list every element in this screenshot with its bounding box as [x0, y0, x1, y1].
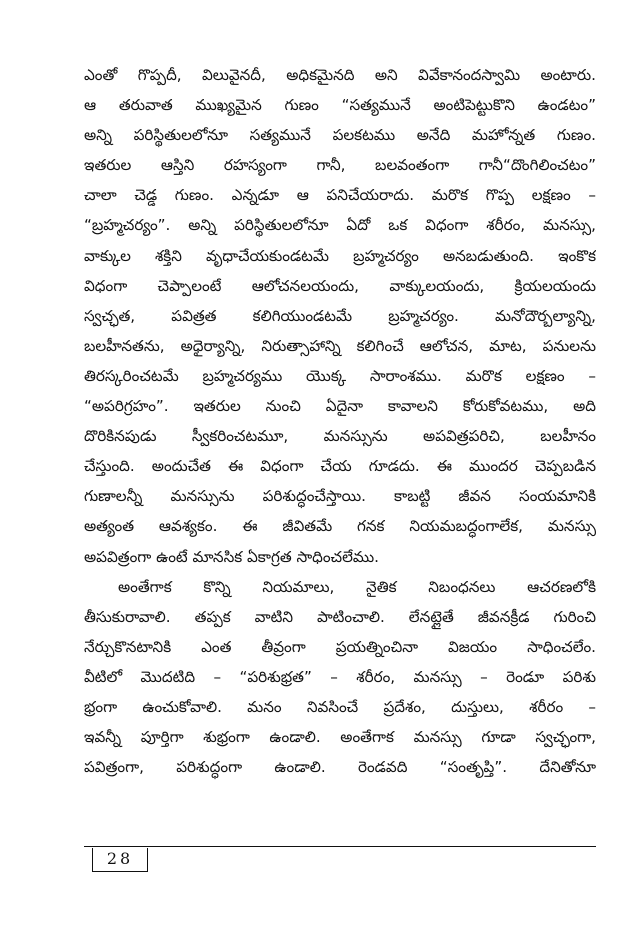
text-line: తీసుకురావాలి. తప్పక వాటిని పాటించాలి. లేనట్లైతే జీవనక్రీడ గురించి — [84, 607, 596, 626]
text-line: వాక్కుల శక్తిని వృధాచేయకుండటమే బ్రహ్మచర్యం అనబడుతుంది. ఇంకొక — [84, 246, 596, 265]
text-line: “అపరిగ్రహం”. ఇతరుల నుంచి ఏదైనా కావాలని కోరుకోవటము, అది — [84, 397, 596, 416]
text-line: చాలా చెడ్డ గుణం. ఎన్నడూ ఆ పనిచేయరాదు. మరొక గొప్ప లక్షణం – — [84, 186, 596, 205]
text-line: వీటిలో మొదటిది – “పరిశుభ్రత” – శరీరం, మనస్సు – రెండూ పరిశు — [84, 667, 596, 686]
footer-rule — [84, 846, 596, 847]
text-line: పవిత్రంగా, పరిశుద్ధంగా ఉండాలి. రెండవది “సంతృప్తి”. దేనితోనూ — [84, 758, 596, 777]
text-line: అంతేగాక కొన్ని నియమాలు, నైతిక నిబంధనలు ఆచరణలోకి — [118, 577, 596, 596]
text-line: భ్రంగా ఉంచుకోవాలి. మనం నివసించే ప్రదేశం, దుస్తులు, శరీరం – — [84, 697, 596, 716]
text-line: నేర్చుకొనటానికి ఎంత తీవ్రంగా ప్రయత్నించినా విజయం సాధించలేం. — [84, 637, 596, 656]
text-line: ఇతరుల ఆస్తిని రహస్యంగా గానీ, బలవంతంగా గానీ“దొంగిలించటం” — [84, 156, 596, 175]
text-line: ఎంతో గొప్పదీ, విలువైనదీ, అధికమైనది అని వివేకానందస్వామి అంటారు. — [84, 66, 596, 84]
text-line: ఆ తరువాత ముఖ్యమైన గుణం “సత్యమునే అంటిపెట్టుకొని ఉండటం” — [84, 96, 596, 115]
text-line: స్వచ్ఛత, పవిత్రత కలిగియుండటమే బ్రహ్మచర్యం. మనోదౌర్బల్యాన్ని, — [84, 306, 596, 325]
text-line: “బ్రహ్మచర్యం”. అన్ని పరిస్థితులలోనూ ఏదో ఒక విధంగా శరీరం, మనస్సు, — [84, 216, 596, 235]
text-line: బలహీనతను, అధైర్యాన్ని, నిరుత్సాహాన్ని కలిగించే ఆలోచన, మాట, పనులను — [84, 336, 596, 355]
text-line: అపవిత్రంగా ఉంటే మానసిక ఏకాగ్రత సాధించలేము. — [84, 547, 380, 566]
text-line: విధంగా చెప్పాలంటే ఆలోచనలయందు, వాక్కులయందు, క్రియలయందు — [84, 276, 596, 295]
page-number: 28 — [92, 848, 148, 872]
text-line: తిరస్కరించటమే బ్రహ్మచర్యము యొక్క సారాంశము. మరొక లక్షణం – — [84, 366, 596, 385]
paragraph-2 — [84, 572, 596, 783]
paragraph-1 — [84, 60, 596, 572]
text-line: ఇవన్నీ పూర్తిగా శుభ్రంగా ఉండాలి. అంతేగాక మనస్సు గూడా స్వచ్ఛంగా, — [84, 728, 596, 747]
body-text — [84, 60, 596, 782]
text-line: అన్ని పరిస్థితులలోనూ సత్యమునే పలకటము అనేది మహోన్నత గుణం. — [84, 126, 596, 145]
text-line: గుణాలన్నీ మనస్సును పరిశుద్ధంచేస్తాయి. కాబట్టి జీవన సంయమానికి — [84, 487, 596, 506]
text-line: చేస్తుంది. అందుచేత ఈ విధంగా చేయ గూడదు. ఈ ముందర చెప్పబడిన — [84, 457, 596, 476]
text-line: అత్యంత ఆవశ్యకం. ఈ జీవితమే గనక నియమబద్ధంగాలేక, మనస్సు — [84, 517, 596, 536]
text-line: దొరికినపుడు స్వీకరించటమూ, మనస్సును అపవిత్రపరిచి, బలహీనం — [84, 427, 596, 446]
